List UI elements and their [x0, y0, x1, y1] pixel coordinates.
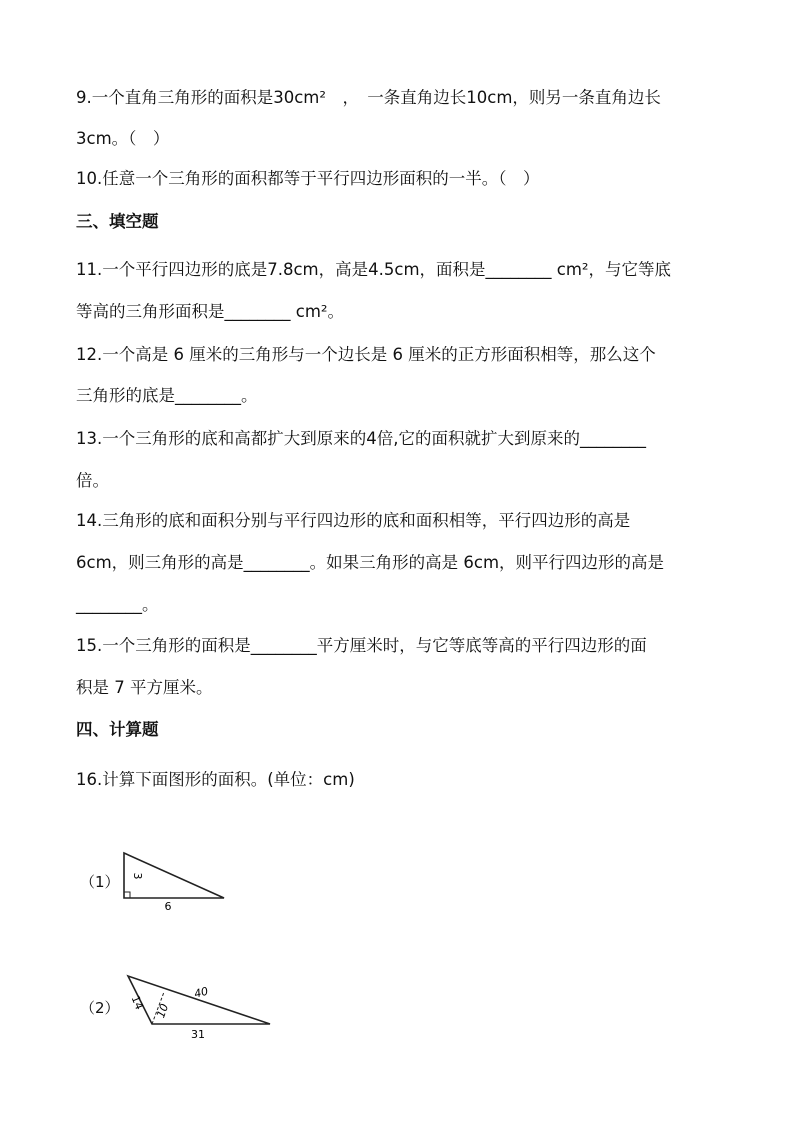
triangle-2-long-side-label: 40 — [192, 984, 210, 1001]
question-12-line-1: 12.一个高是 6 厘米的三角形与一个边长是 6 厘米的正方形面积相等，那么这个 — [76, 345, 656, 364]
figure-2-label: （2） — [80, 999, 120, 1017]
section-heading-fill-blank: 三、填空题 — [76, 212, 159, 231]
question-9-line-1: 9.一个直角三角形的面积是30cm² ， 一条直角边长10cm，则另一条直角边长 — [76, 88, 661, 107]
question-13-line-2: 倍。 — [76, 471, 109, 490]
question-15-line-1: 15.一个三角形的面积是________平方厘米时，与它等底等高的平行四边形的面 — [76, 636, 647, 655]
right-angle-mark — [124, 892, 130, 898]
question-11-line-2: 等高的三角形面积是________ cm²。 — [76, 302, 345, 321]
question-14-line-2: 6cm，则三角形的高是________。如果三角形的高是 6cm，则平行四边形的高是 — [76, 553, 665, 572]
question-13-line-1: 13.一个三角形的底和高都扩大到原来的4倍,它的面积就扩大到原来的________ — [76, 429, 646, 448]
section-heading-calculation: 四、计算题 — [76, 720, 159, 739]
question-16: 16.计算下面图形的面积。(单位：cm) — [76, 770, 355, 789]
question-9-line-2: 3cm。（ ） — [76, 129, 170, 148]
question-14-line-3: ________。 — [76, 595, 159, 614]
question-12-line-2: 三角形的底是________。 — [76, 386, 258, 405]
triangle-1-base-label: 6 — [164, 900, 172, 912]
question-11-line-1: 11.一个平行四边形的底是7.8cm，高是4.5cm，面积是________ cm²，与它等底 — [76, 260, 672, 279]
figure-1-label: （1） — [80, 873, 120, 891]
question-14-line-1: 14.三角形的底和面积分别与平行四边形的底和面积相等，平行四边形的高是 — [76, 511, 631, 530]
figure-1-right-triangle — [118, 848, 230, 912]
figure-2-obtuse-triangle — [118, 968, 276, 1046]
triangle-2-base-label: 31 — [191, 1028, 205, 1041]
question-10: 10.任意一个三角形的面积都等于平行四边形面积的一半。（ ） — [76, 169, 540, 188]
triangle-2-left-side-label: 14 — [128, 993, 146, 1012]
triangle-2-shape — [128, 976, 270, 1024]
triangle-2-height-label: 10 — [154, 1002, 172, 1020]
triangle-1-height-label: 3 — [131, 872, 144, 880]
question-15-line-2: 积是 7 平方厘米。 — [76, 678, 213, 697]
